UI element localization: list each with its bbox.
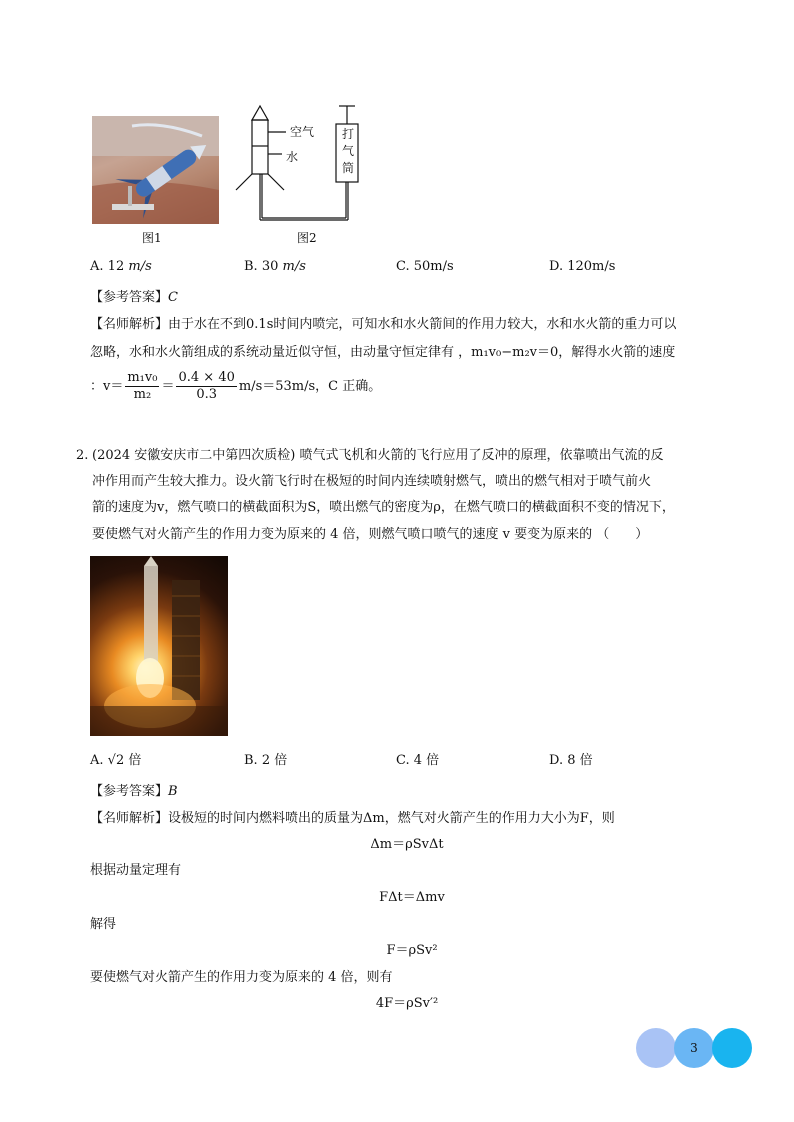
- q2-equation-2: FΔt＝Δmv: [379, 890, 445, 905]
- q2-text-3: 解得: [90, 917, 117, 932]
- q2-option-d: D. 8 倍: [549, 753, 593, 768]
- fraction-1: $\frac{\text{m₁v₀}}{\text{m₂}}$: [127, 370, 158, 402]
- fig2-caption: 图2: [297, 231, 317, 245]
- q2-line3: 箭的速度为v，燃气喷口的横截面积为S，喷出燃气的密度为ρ，在燃气喷口的横截面积不变的情况下，: [92, 500, 675, 515]
- q1-option-a: A. 12 m/s: [90, 259, 152, 274]
- fraction-2: $\frac{0.4 \times 40}{0.3}$: [178, 370, 235, 402]
- diagram-label-water: 水: [286, 150, 299, 164]
- q2-text-4: 要使燃气对火箭产生的作用力变为原来的 4 倍，则有: [90, 970, 393, 985]
- q2-line1: (2024 安徽安庆市二中第四次质检) 喷气式飞机和火箭的飞行应用了反冲的原理，依靠喷出气流的反: [92, 448, 664, 463]
- diagram-label-pump: 打气筒: [342, 127, 355, 175]
- q2-text-2: 根据动量定理有: [90, 863, 182, 878]
- q1-analysis-formula: ：v＝ $\frac{\text{m₁v₀}}{\text{m₂}}$ ＝ $\frac{0.4 \times 40}{0.3}$ m/s＝53m/s，C 正确。: [90, 370, 382, 402]
- fig1-caption: 图1: [142, 231, 162, 245]
- q2-option-b: B. 2 倍: [244, 753, 288, 768]
- q2-line4: 要使燃气对火箭产生的作用力变为原来的 4 倍，则燃气喷口喷气的速度 v 要变为原来的 （ ）: [92, 527, 649, 542]
- q1-analysis-line2: 忽略，水和水火箭组成的系统动量近似守恒，由动量守恒定律有 ，m₁v₀−m₂v＝0，解得水火箭的速度: [90, 345, 676, 360]
- q2-option-c: C. 4 倍: [396, 753, 440, 768]
- q1-analysis-line1: 【名师解析】由于水在不到0.1s时间内喷完，可知水和水火箭间的作用力较大，水和水火箭的重力可以: [90, 317, 677, 332]
- q1-answer: 【参考答案】C: [90, 290, 178, 305]
- q2-equation-3: F＝ρSv²: [386, 943, 438, 958]
- q1-option-c: C. 50m/s: [396, 259, 454, 274]
- rocket-launch-photo: [90, 556, 228, 736]
- q2-option-a: A. √2 倍: [90, 753, 142, 768]
- water-rocket-illustration: [92, 116, 219, 224]
- page-dot-right: [712, 1028, 752, 1068]
- q1-option-d: D. 120m/s: [549, 259, 616, 274]
- page-dot-left: [636, 1028, 676, 1068]
- page-number: 3: [690, 1041, 698, 1055]
- q2-equation-4: 4F＝ρSv′²: [375, 996, 439, 1011]
- q1-option-b: B. 30 m/s: [244, 259, 306, 274]
- q2-analysis-line1: 【名师解析】设极短的时间内燃料喷出的质量为Δm，燃气对火箭产生的作用力大小为F，则: [90, 811, 615, 826]
- water-rocket-photo: [92, 116, 219, 224]
- q2-number: 2.: [76, 448, 89, 463]
- q2-line2: 冲作用而产生较大推力。设火箭飞行时在极短的时间内连续喷射燃气，喷出的燃气相对于喷气前火: [92, 474, 652, 489]
- rocket-launch-illustration: [90, 556, 228, 736]
- q2-answer: 【参考答案】B: [90, 784, 178, 799]
- q2-equation-1: Δm＝ρSvΔt: [370, 837, 444, 852]
- diagram-label-air: 空气: [290, 125, 315, 139]
